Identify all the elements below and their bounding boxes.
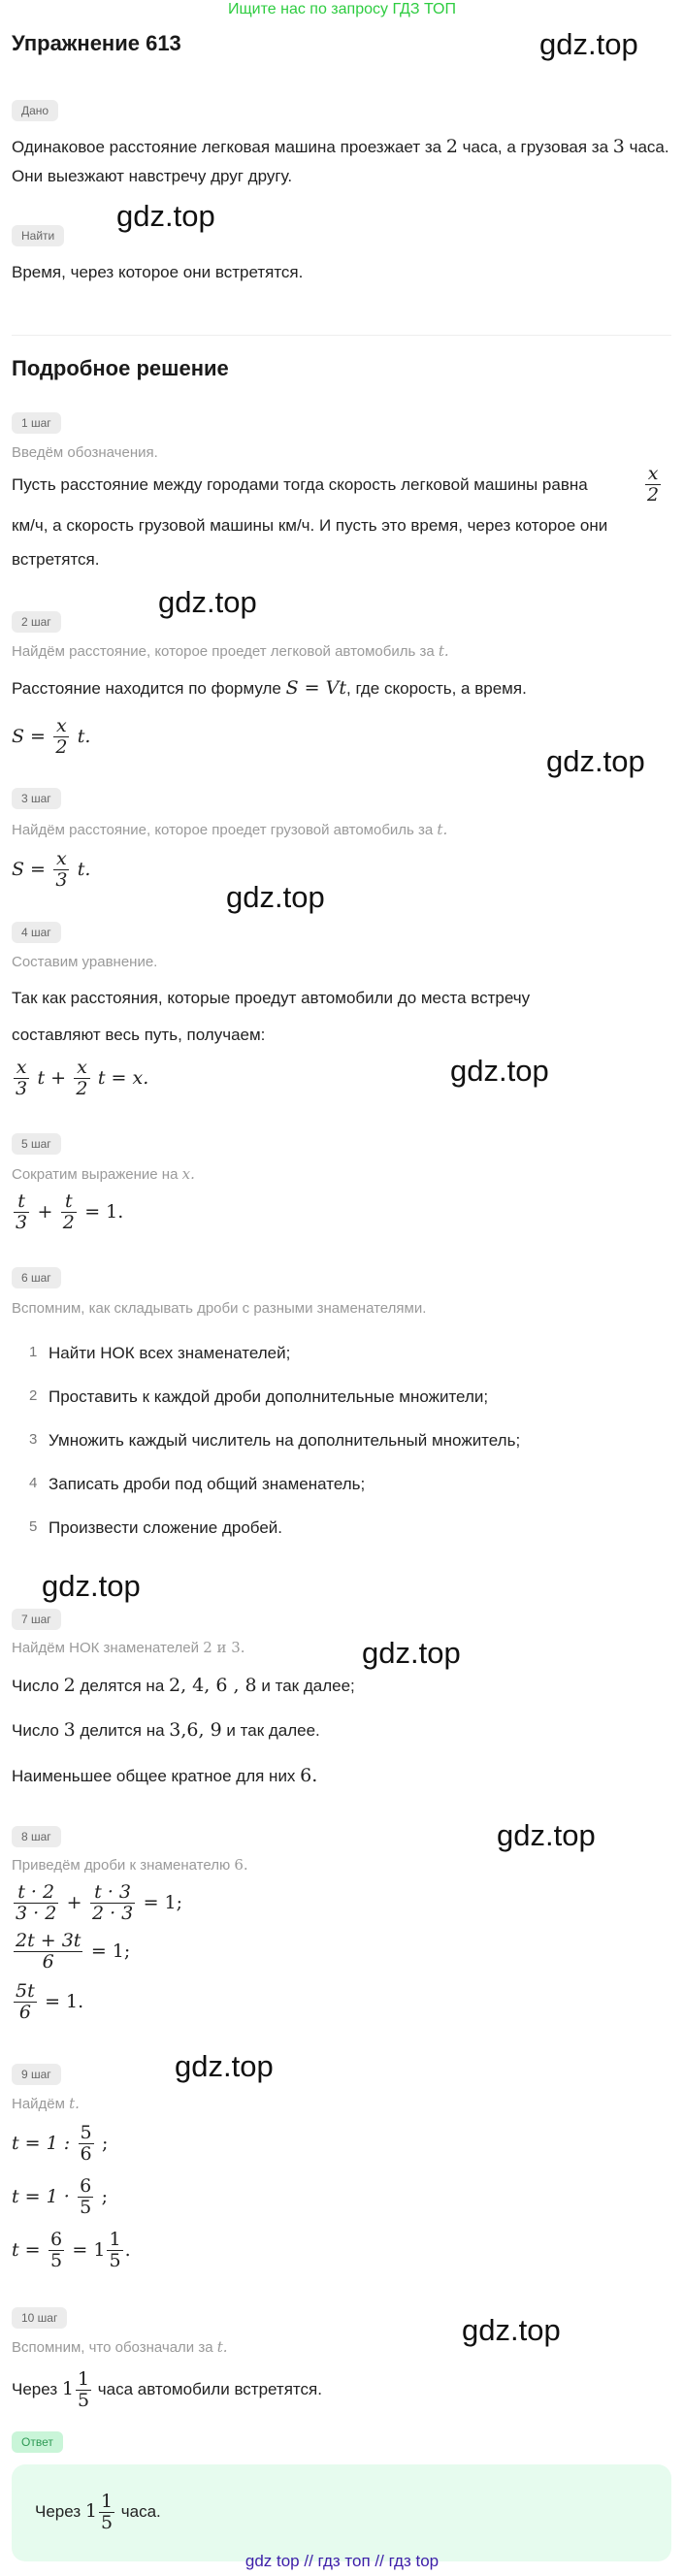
step-text: Число 2 делятся на 2, 4, 6 , 8 и так далее; [12, 1675, 355, 1696]
step-badge: 4 шаг [12, 922, 61, 943]
fraction: $\frac{x}{2}$ [647, 463, 660, 505]
watermark: gdz.top [539, 27, 638, 61]
page-title: Упражнение 613 [12, 31, 181, 55]
step-text: Так как расстояния, которые проедут автомобили до места встречу [12, 989, 531, 1007]
formula: $\frac{5t}{6}$ = 1. [16, 1980, 84, 2023]
answer-text: Через 1 $\frac{1}{5}$ часа. [35, 2491, 161, 2534]
step-badge: 8 шаг [12, 1826, 61, 1847]
footer-link[interactable]: гдз top [388, 2552, 440, 2570]
formula: S = $\frac{x}{3}$ t. [12, 848, 91, 891]
step-badge: 2 шаг [12, 611, 61, 633]
watermark: gdz.top [116, 199, 215, 233]
step-hint: Введём обозначения. [12, 444, 158, 461]
step-text: встретятся. [12, 550, 100, 569]
formula: S = $\frac{x}{2}$ t. [12, 715, 91, 758]
find-badge: Найти [12, 225, 64, 246]
step-text: Наименьшее общее кратное для них 6. [12, 1765, 318, 1786]
formula: $\frac{x}{3}$ t + $\frac{x}{2}$ t = x. [16, 1057, 149, 1099]
answer-box [12, 2464, 671, 2561]
step-hint: Приведём дроби к знаменателю 6. [12, 1856, 248, 1874]
formula: t = 1 · $\frac{6}{5}$ ; [12, 2175, 109, 2218]
step-hint: Найдём t. [12, 2095, 80, 2112]
step-hint: Вспомним, как складывать дроби с разными знаменателями. [12, 1300, 427, 1317]
search-banner[interactable]: Ищите нас по запросу ГДЗ ТОП [228, 1, 456, 17]
step-badge: 10 шаг [12, 2307, 67, 2329]
formula: t = $\frac{6}{5}$ = 1 $\frac{1}{5}$ . [12, 2229, 131, 2271]
step-text: км/ч, а скорость грузовой машины км/ч. И пусть это время, через которое они [12, 516, 608, 535]
step-badge: 7 шаг [12, 1609, 61, 1630]
footer-separator: // [375, 2552, 384, 2570]
watermark: gdz.top [42, 1569, 141, 1603]
footer-link[interactable]: гдз топ [317, 2552, 371, 2570]
step-text: Число 3 делится на 3,6, 9 и так далее. [12, 1719, 320, 1741]
step-hint: Составим уравнение. [12, 954, 158, 970]
formula: $\frac{2t + 3t}{6}$ = 1; [16, 1930, 131, 1973]
answer-badge: Ответ [12, 2431, 63, 2453]
step-badge: 1 шаг [12, 412, 61, 434]
formula: $\frac{t}{3}$ + $\frac{t}{2}$ = 1. [16, 1190, 124, 1233]
watermark: gdz.top [450, 1054, 549, 1088]
footer-separator: // [304, 2552, 313, 2570]
step-badge: 5 шаг [12, 1133, 61, 1155]
footer-links [0, 2552, 684, 2571]
step-text: составляют весь путь, получаем: [12, 1026, 266, 1044]
given-text: Одинаковое расстояние легковая машина проезжает за 2 часа, а грузовая за 3 часа. Они выезжают навстречу друг другу. [12, 136, 669, 185]
watermark: gdz.top [175, 2049, 274, 2083]
given-badge: Дано [12, 100, 58, 121]
watermark: gdz.top [226, 880, 325, 914]
step-text: Расстояние находится по формуле S = Vt, где скорость, а время. [12, 677, 527, 699]
step-text: Пусть расстояние между городами тогда скорость легковой машины равна [12, 475, 588, 494]
watermark: gdz.top [158, 585, 257, 619]
step-hint: Сократим выражение на x. [12, 1165, 195, 1183]
step-hint: Найдём расстояние, которое проедет легковой автомобиль за t. [12, 642, 449, 660]
find-text: Время, через которое они встретятся. [12, 263, 304, 281]
step-text: Через 1 $\frac{1}{5}$ часа автомобили встретятся. [12, 2368, 322, 2412]
step-badge: 9 шаг [12, 2064, 61, 2085]
step-hint: Найдём НОК знаменателей 2 и 3. [12, 1639, 245, 1656]
watermark: gdz.top [362, 1636, 461, 1670]
watermark: gdz.top [497, 1818, 596, 1852]
step-badge: 3 шаг [12, 788, 61, 809]
step-hint: Вспомним, что обозначали за t. [12, 2338, 228, 2356]
footer-link[interactable]: gdz top [244, 2552, 300, 2570]
formula: t = 1 : $\frac{5}{6}$ ; [12, 2122, 109, 2165]
divider [12, 335, 671, 336]
solution-heading: Подробное решение [12, 356, 229, 380]
step-hint: Найдём расстояние, которое проедет грузовой автомобиль за t. [12, 821, 448, 838]
step-badge: 6 шаг [12, 1267, 61, 1288]
watermark: gdz.top [546, 744, 645, 778]
watermark: gdz.top [462, 2313, 561, 2347]
formula: $\frac{t \cdot 2}{3 \cdot 2}$ + $\frac{t \cdot 3}{2 \cdot 3}$ = 1; [16, 1881, 183, 1924]
